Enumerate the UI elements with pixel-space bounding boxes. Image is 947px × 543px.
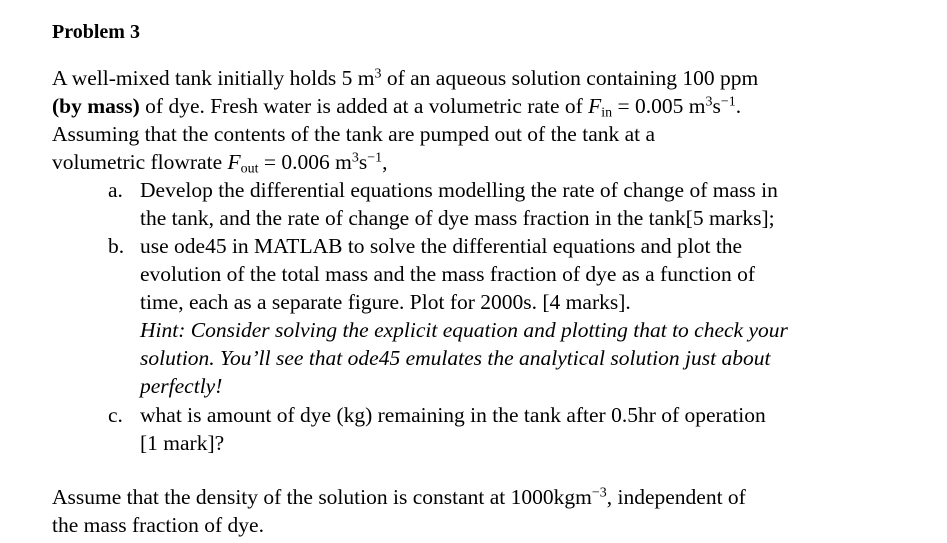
- assumption-text: Assume that the density of the solution is constant at 1000kgm: [52, 485, 592, 509]
- item-b-hint-2: solution. You’ll see that ode45 emulates the analytical solution just about: [140, 346, 771, 370]
- intro-text: .: [735, 94, 742, 118]
- intro-text: = 0.005 m: [612, 94, 706, 118]
- intro-line-2: [52, 92, 741, 120]
- intro-text: of dye. Fresh water is added at a volumetric rate of: [139, 94, 589, 118]
- variable-f: F: [588, 94, 602, 118]
- intro-text: ,: [382, 150, 388, 174]
- intro-text: A well-mixed tank initially holds 5 m: [52, 66, 375, 90]
- superscript: 3: [351, 150, 359, 166]
- intro-text: volumetric flowrate: [52, 150, 228, 174]
- intro-text: = 0.006 m: [258, 150, 352, 174]
- variable-f: F: [227, 150, 241, 174]
- problem-title: Problem 3: [52, 21, 140, 43]
- item-b-line-1: use ode45 in MATLAB to solve the differential equations and plot the: [140, 234, 743, 258]
- intro-text: of an aqueous solution containing 100 ppm: [381, 66, 759, 90]
- item-b-line-2: evolution of the total mass and the mass fraction of dye as a function of: [140, 262, 755, 286]
- intro-text: s: [358, 150, 368, 174]
- item-c-marker: c.: [108, 403, 123, 427]
- item-c-line-2: [1 mark]?: [140, 431, 225, 455]
- assumption-text: , independent of: [606, 485, 746, 509]
- subscript: in: [601, 105, 613, 121]
- intro-line-4: [52, 148, 388, 176]
- item-c-line-1: what is amount of dye (kg) remaining in the tank after 0.5hr of operation: [140, 403, 766, 427]
- superscript: 3: [705, 94, 713, 110]
- assumption-line-1: [52, 483, 746, 511]
- subscript: out: [240, 161, 259, 177]
- item-a-line-1: Develop the differential equations modelling the rate of change of mass in: [140, 178, 778, 202]
- superscript: −1: [720, 94, 736, 110]
- superscript: −1: [367, 150, 383, 166]
- assumption-line-2: the mass fraction of dye.: [52, 513, 264, 537]
- item-a-line-2: the tank, and the rate of change of dye mass fraction in the tank[5 marks];: [140, 206, 775, 230]
- intro-text: s: [712, 94, 721, 118]
- item-b-hint-1: Hint: Consider solving the explicit equation and plotting that to check your: [140, 318, 788, 342]
- item-a-marker: a.: [108, 178, 123, 202]
- intro-line-3: Assuming that the contents of the tank are pumped out of the tank at a: [52, 122, 656, 146]
- item-b-hint-3: perfectly!: [140, 374, 223, 398]
- bold-text: (by mass): [52, 94, 140, 118]
- item-b-line-3: time, each as a separate figure. Plot for 2000s. [4 marks].: [140, 290, 631, 314]
- intro-line-1: [52, 64, 758, 92]
- superscript: −3: [591, 485, 607, 501]
- superscript: 3: [374, 66, 382, 82]
- item-b-marker: b.: [108, 234, 125, 258]
